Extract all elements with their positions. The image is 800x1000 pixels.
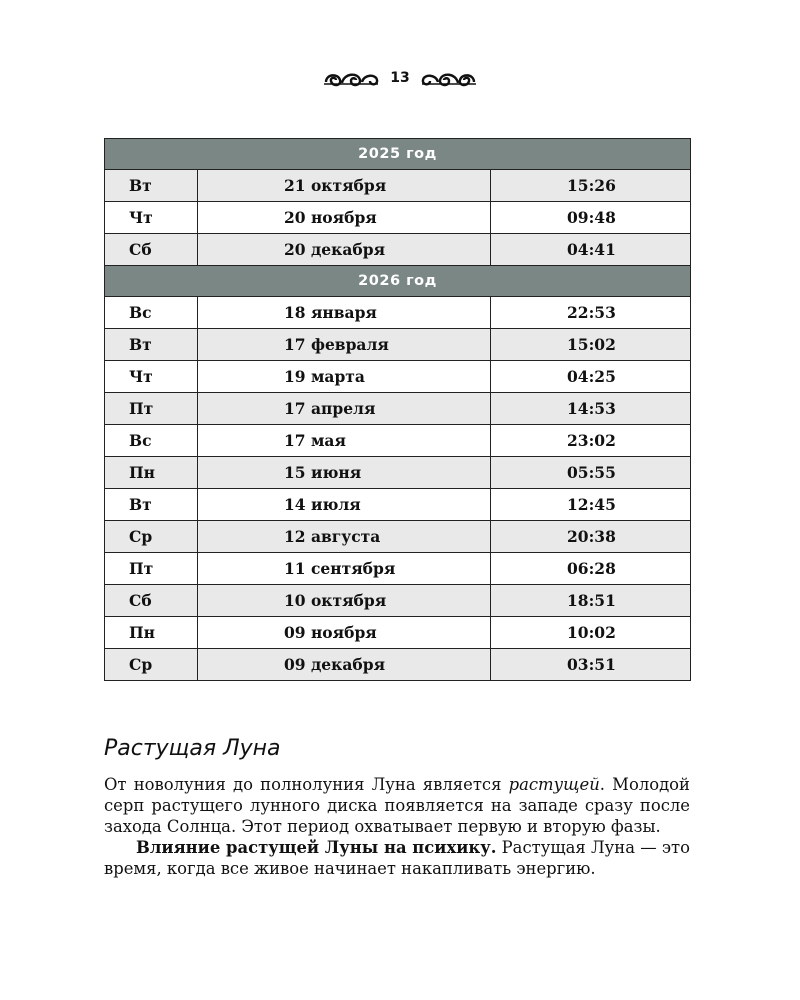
day-cell: Вт	[105, 329, 198, 361]
time-cell: 04:41	[491, 234, 691, 266]
time-cell: 10:02	[491, 617, 691, 649]
date-cell: 17 февраля	[198, 329, 491, 361]
page-header	[0, 66, 800, 90]
section-heading: Растущая Луна	[104, 736, 281, 761]
table-row	[105, 585, 691, 617]
table-row	[105, 649, 691, 681]
time-cell: 22:53	[491, 297, 691, 329]
date-cell: 17 мая	[198, 425, 491, 457]
paragraph-2	[104, 837, 690, 879]
year-header-2025	[105, 139, 691, 170]
year-label: 2025 год	[105, 139, 691, 170]
time-cell: 03:51	[491, 649, 691, 681]
date-cell: 19 марта	[198, 361, 491, 393]
day-cell: Сб	[105, 585, 198, 617]
time-cell: 15:02	[491, 329, 691, 361]
date-cell: 20 ноября	[198, 202, 491, 234]
time-cell: 23:02	[491, 425, 691, 457]
time-cell: 20:38	[491, 521, 691, 553]
table-body	[105, 139, 691, 681]
time-cell: 06:28	[491, 553, 691, 585]
date-cell: 17 апреля	[198, 393, 491, 425]
table-row	[105, 521, 691, 553]
paragraph-1-start: От новолуния до полнолуния Луна является	[104, 775, 509, 794]
day-cell: Ср	[105, 649, 198, 681]
date-cell: 21 октября	[198, 170, 491, 202]
day-cell: Пт	[105, 553, 198, 585]
time-cell: 05:55	[491, 457, 691, 489]
day-cell: Вс	[105, 425, 198, 457]
time-cell: 14:53	[491, 393, 691, 425]
paragraph-1	[104, 774, 690, 837]
date-cell: 10 октября	[198, 585, 491, 617]
page-number: 13	[390, 70, 410, 86]
body-text	[104, 774, 690, 879]
day-cell: Вс	[105, 297, 198, 329]
date-cell: 14 июля	[198, 489, 491, 521]
date-cell: 11 сентября	[198, 553, 491, 585]
day-cell: Вт	[105, 170, 198, 202]
time-cell: 09:48	[491, 202, 691, 234]
time-cell: 04:25	[491, 361, 691, 393]
day-cell: Пт	[105, 393, 198, 425]
day-cell: Чт	[105, 361, 198, 393]
paragraph-2-lead: Влияние растущей Луны на психику.	[136, 838, 497, 857]
table-row	[105, 393, 691, 425]
right-ornament-icon	[420, 68, 478, 88]
table-row	[105, 202, 691, 234]
table-row	[105, 457, 691, 489]
table-row	[105, 329, 691, 361]
left-ornament-icon	[322, 68, 380, 88]
date-cell: 09 ноября	[198, 617, 491, 649]
table-row	[105, 553, 691, 585]
date-cell: 15 июня	[198, 457, 491, 489]
day-cell: Пн	[105, 457, 198, 489]
day-cell: Чт	[105, 202, 198, 234]
new-moon-schedule-table	[104, 138, 691, 681]
table-row	[105, 425, 691, 457]
day-cell: Ср	[105, 521, 198, 553]
date-cell: 20 декабря	[198, 234, 491, 266]
day-cell: Пн	[105, 617, 198, 649]
table-row	[105, 297, 691, 329]
time-cell: 18:51	[491, 585, 691, 617]
date-cell: 18 января	[198, 297, 491, 329]
table-row	[105, 617, 691, 649]
year-header-2026	[105, 266, 691, 297]
paragraph-1-emphasis: растущей	[508, 775, 600, 794]
time-cell: 12:45	[491, 489, 691, 521]
date-cell: 09 декабря	[198, 649, 491, 681]
time-cell: 15:26	[491, 170, 691, 202]
paragraph-1-end: . Молодой серп растущего лунного диска появляется на западе сразу после захода Солнца. Этот период охватывает первую и вторую фазы.	[104, 775, 690, 836]
day-cell: Сб	[105, 234, 198, 266]
table-row	[105, 170, 691, 202]
date-cell: 12 августа	[198, 521, 491, 553]
table-row	[105, 361, 691, 393]
paragraph-2-rest: Растущая Луна — это время, когда все живое начинает накапливать энергию.	[104, 838, 690, 878]
table-row	[105, 489, 691, 521]
day-cell: Вт	[105, 489, 198, 521]
year-label: 2026 год	[105, 266, 691, 297]
table-row	[105, 234, 691, 266]
